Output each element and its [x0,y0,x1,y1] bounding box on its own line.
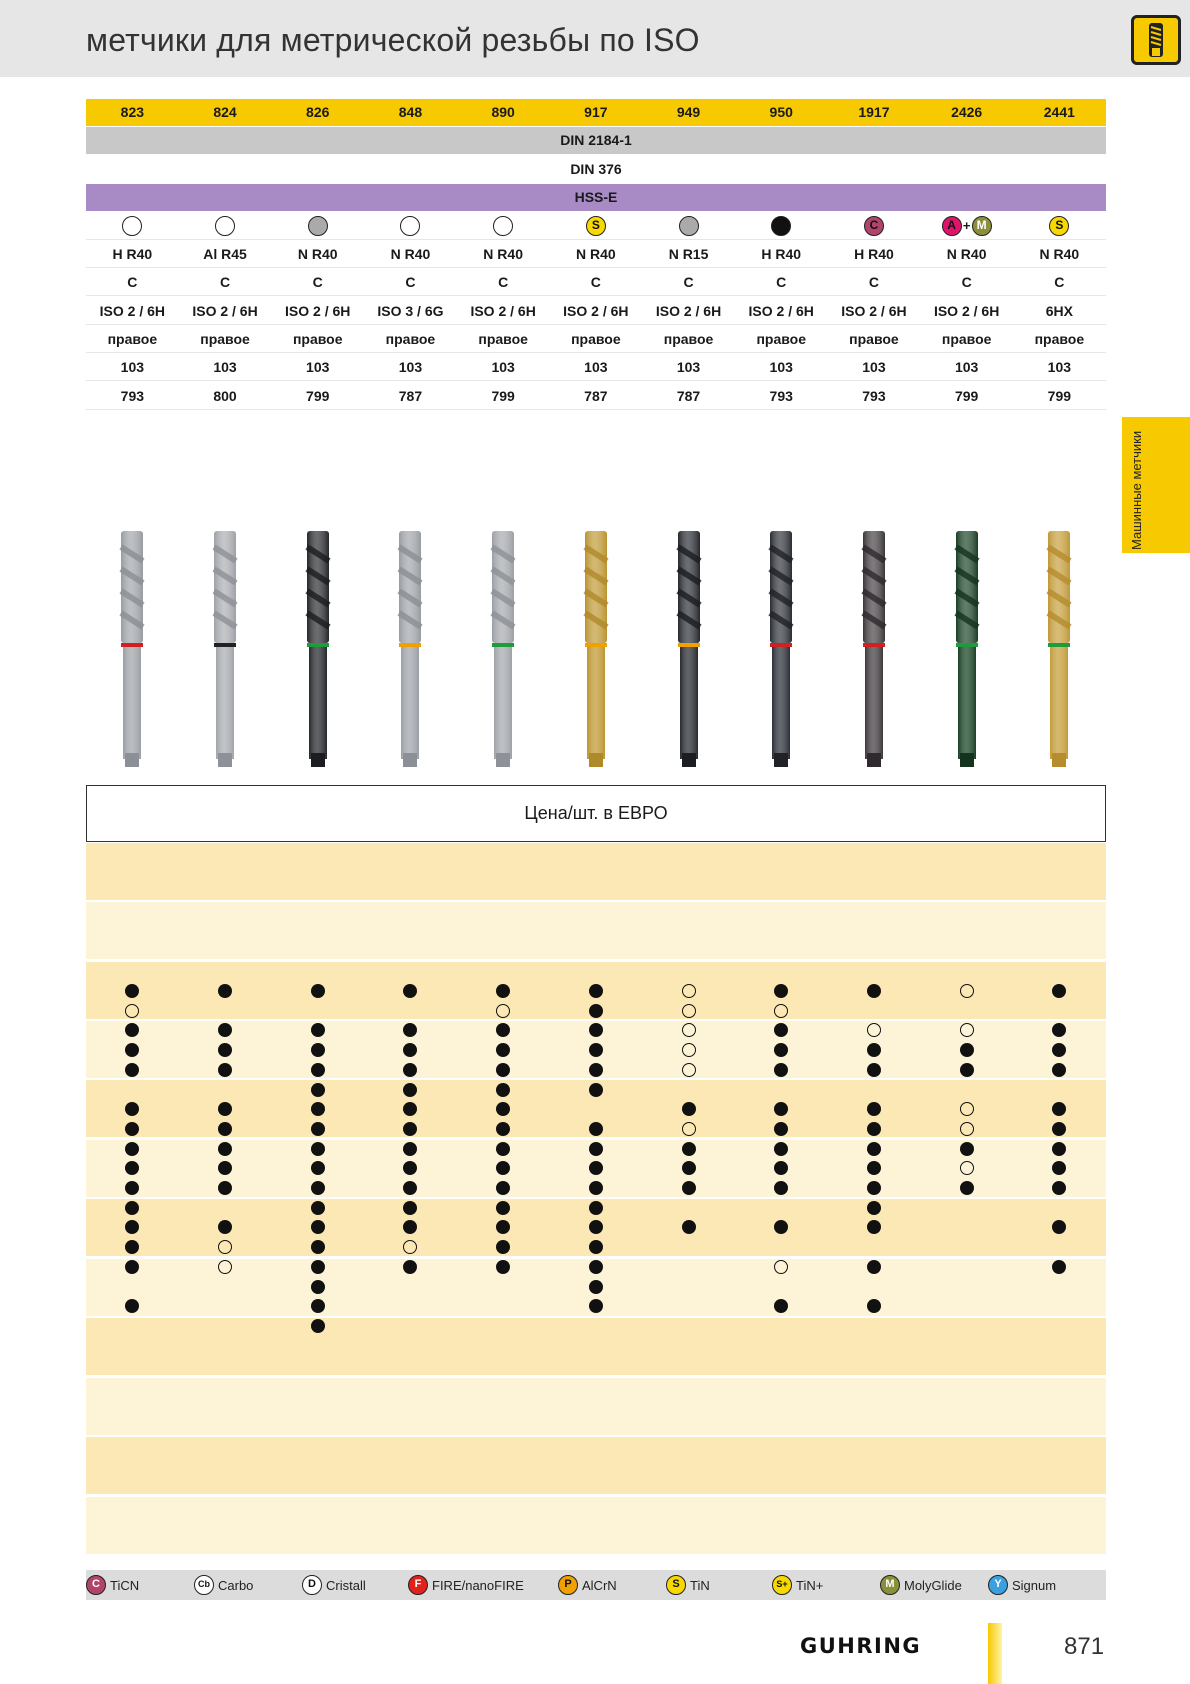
tap-tool-image [301,527,335,772]
coating-symbol [308,216,328,236]
spec-cell: правое [756,330,807,347]
suitable-dot [960,1181,974,1195]
suitable-dot [311,1280,325,1294]
spec-cell: 799 [491,387,515,404]
spec-cell: 6HX [1045,302,1073,319]
coating-symbol [679,216,699,236]
legend-label: FIRE/nanoFIRE [432,1577,524,1593]
suitable-dot [403,1083,417,1097]
legend-label: Signum [1012,1577,1057,1593]
coating-symbol [215,216,235,236]
spec-cell: 103 [862,359,886,376]
suitable-dot [867,984,881,998]
spec-cell: ISO 3 / 6G [377,302,444,319]
spec-cell: 787 [676,387,701,404]
tap-tool-image [950,527,984,772]
spec-cell: C [961,274,972,291]
spec-row [86,383,1106,410]
suitable-dot [682,1161,696,1175]
spec-cell: 103 [120,359,145,376]
legend-label: TiN [690,1577,710,1593]
product-code: 826 [306,104,330,120]
tap-icon [1131,15,1181,65]
legend-coating-icon: S+ [772,1575,792,1595]
spec-row [86,241,1106,268]
spec-cell: N R40 [483,246,523,262]
legend-item [772,1570,823,1600]
suitable-dot [867,1260,881,1274]
legend-label: Cristall [326,1577,366,1593]
spec-cell: правое [292,330,343,347]
suitable-dot [589,1201,603,1215]
spec-cell: N R40 [297,246,338,262]
conditional-dot [682,1122,696,1136]
suitable-dot [311,1063,325,1077]
suitable-dot [589,1280,603,1294]
tap-tool-image [115,527,149,772]
coating-symbol: S [586,216,606,236]
application-band [86,1437,1106,1494]
suitable-dot [403,1142,417,1156]
suitable-dot [218,1142,232,1156]
legend-label: AlCrN [582,1577,617,1593]
spec-cell: 103 [676,359,701,376]
legend-coating-icon: D [302,1575,322,1595]
spec-cell: правое [941,330,992,347]
spec-cell: правое [849,330,899,347]
suitable-dot [589,1004,603,1018]
conditional-dot [960,1102,974,1116]
conditional-dot [960,1122,974,1136]
spec-row [86,298,1106,325]
side-tab-label: Машинные метчики [1129,430,1144,550]
product-code: 949 [676,104,701,120]
spec-cell: 103 [491,359,515,376]
spec-cell: ISO 2 / 6H [933,302,1000,319]
spec-cell: H R40 [112,246,153,262]
spec-cell: 793 [862,387,886,404]
conditional-dot [682,1004,696,1018]
spec-cell: 103 [306,359,330,376]
suitable-dot [867,1122,881,1136]
spec-cell: 793 [769,387,793,404]
legend-item [408,1570,524,1600]
tap-tool-image [1042,527,1076,772]
spec-cell: C [868,274,879,291]
suitable-dot [311,1142,325,1156]
spec-cell: правое [200,330,250,347]
din-2184-row [86,127,1106,154]
spec-cell: 799 [954,387,979,404]
conditional-dot [682,1023,696,1037]
coating-symbol: C [864,216,884,236]
suitable-dot [496,1063,510,1077]
page-header [0,0,1190,77]
suitable-dot [311,1181,325,1195]
spec-cell: C [590,274,601,291]
codes-row [86,99,1106,126]
spec-cell: 793 [120,387,145,404]
legend-label: TiCN [110,1577,140,1593]
tap-tool-image [764,527,798,772]
suitable-dot [311,1240,325,1254]
product-code: 950 [769,104,793,120]
spec-cell: C [1054,274,1065,291]
legend-coating-icon: C [86,1575,106,1595]
legend-item [302,1570,366,1600]
spec-cell: 103 [954,359,979,376]
spec-cell: правое [663,330,714,347]
coating-joiner: + [962,218,971,233]
suitable-dot [218,1181,232,1195]
spec-cell: ISO 2 / 6H [192,302,258,319]
suitable-dot [496,1260,510,1274]
spec-cell: ISO 2 / 6H [99,302,166,319]
product-code: 890 [491,104,515,120]
suitable-dot [496,1142,510,1156]
spec-cell: 103 [213,359,237,376]
product-code: 2426 [951,104,983,120]
suitable-dot [589,1142,603,1156]
product-code: 1917 [858,104,890,120]
spec-cell: N R40 [390,246,431,262]
suitable-dot [774,1142,788,1156]
suitable-dot [682,1102,696,1116]
spec-cell: 103 [398,359,423,376]
spec-cell: правое [107,330,158,347]
spec-cell: N R40 [576,246,616,262]
spec-cell: ISO 2 / 6H [563,302,629,319]
coating-symbol [400,216,420,236]
conditional-dot [960,1023,974,1037]
price-header: Цена/шт. в ЕВРО [86,785,1106,842]
spec-cell: 799 [306,387,330,404]
suitable-dot [125,1201,139,1215]
legend-coating-icon: Cb [194,1575,214,1595]
suitable-dot [496,1083,510,1097]
suitable-dot [960,1063,974,1077]
conditional-dot [774,1004,788,1018]
application-band [86,1497,1106,1554]
application-band [86,1318,1106,1375]
spec-cell: C [127,274,138,291]
spec-cell: N R40 [1039,246,1080,262]
suitable-dot [589,984,603,998]
conditional-dot [682,1043,696,1057]
spec-cell: ISO 2 / 6H [470,302,536,319]
legend-item [86,1570,139,1600]
coating-symbol [122,216,142,236]
brand-logo: GUHRING [800,1634,922,1658]
spec-cell: N R40 [946,246,987,262]
spec-cell: C [312,274,323,291]
suitable-dot [311,1043,325,1057]
suitable-dot [218,1063,232,1077]
suitable-dot [589,1181,603,1195]
spec-cell: 103 [1047,359,1072,376]
material-label: HSS-E [574,189,618,205]
din-376-label: DIN 376 [570,161,622,177]
spec-cell: 787 [398,387,423,404]
spec-cell: правое [571,330,621,347]
legend-label: TiN+ [796,1577,824,1593]
spec-cell: ISO 2 / 6H [841,302,907,319]
suitable-dot [960,1043,974,1057]
spec-cell: 787 [584,387,608,404]
coatings-row [86,213,1106,240]
legend-coating-icon: Y [988,1575,1008,1595]
spec-cell: 103 [769,359,793,376]
suitable-dot [867,1142,881,1156]
legend-coating-icon: S [666,1575,686,1595]
spec-cell: C [776,274,787,291]
spec-cell: Al R45 [203,246,247,262]
spec-row [86,269,1106,296]
suitable-dot [589,1299,603,1313]
coating-legend [86,1570,1106,1600]
spec-cell: C [219,274,231,291]
legend-item [880,1570,962,1600]
conditional-dot [774,1260,788,1274]
page-number: 871 [1064,1633,1105,1660]
tap-tool-image [208,527,242,772]
suitable-dot [311,1260,325,1274]
suitable-dot [311,1102,325,1116]
din-376-row [86,156,1106,183]
suitable-dot [311,1083,325,1097]
tap-tool-image [857,527,891,772]
tap-tool-image [486,527,520,772]
coating-symbol: S [1049,216,1069,236]
spec-cell: ISO 2 / 6H [285,302,351,319]
suitable-dot [867,1201,881,1215]
suitable-dot [311,1299,325,1313]
tap-tool-image [579,527,613,772]
material-row [86,184,1106,211]
tap-tool-image [393,527,427,772]
spec-row [86,354,1106,381]
product-code: 824 [213,104,237,120]
legend-item [988,1570,1056,1600]
legend-coating-icon: F [408,1575,428,1595]
suitable-dot [867,1181,881,1195]
suitable-dot [311,1319,325,1333]
suitable-dot [867,1063,881,1077]
suitable-dot [218,984,232,998]
din-2184-label: DIN 2184-1 [560,132,632,148]
suitable-dot [311,1161,325,1175]
product-code: 823 [120,104,145,120]
spec-cell: 799 [1047,387,1072,404]
suitable-dot [589,1260,603,1274]
spec-row [86,326,1106,353]
legend-label: Carbo [218,1577,254,1593]
suitable-dot [867,1043,881,1057]
spec-cell: ISO 2 / 6H [655,302,722,319]
page-title: метчики для метрической резьбы по ISO [86,22,700,58]
suitable-dot [1052,1142,1066,1156]
suitable-dot [589,1122,603,1136]
spec-cell: C [405,274,416,291]
product-code: 917 [584,104,608,120]
spec-cell: N R15 [668,246,709,262]
coating-symbol [493,216,513,236]
suitable-dot [311,1201,325,1215]
conditional-dot [682,1063,696,1077]
coating-symbol [771,216,791,236]
suitable-dot [589,1083,603,1097]
legend-item [666,1570,710,1600]
suitable-dot [496,1201,510,1215]
coating-symbol: A [942,216,962,236]
suitable-dot [589,1063,603,1077]
conditional-dot [218,1260,232,1274]
application-band [86,1378,1106,1435]
legend-label: MolyGlide [904,1577,962,1593]
suitable-dot [960,1142,974,1156]
spec-cell: правое [478,330,528,347]
suitable-dot [311,984,325,998]
product-code: 848 [398,104,423,120]
tap-tool-image [672,527,706,772]
suitable-dot [682,1220,696,1234]
spec-cell: C [683,274,694,291]
conditional-dot [682,984,696,998]
spec-cell: правое [385,330,436,347]
conditional-dot [960,1161,974,1175]
suitable-dot [311,1122,325,1136]
suitable-dot [774,1063,788,1077]
suitable-dot [218,1122,232,1136]
spec-cell: H R40 [854,246,894,262]
suitable-dot [682,1181,696,1195]
conditional-dot [960,984,974,998]
conditional-dot [125,1004,139,1018]
application-band [86,902,1106,959]
suitable-dot [125,1142,139,1156]
product-code: 2441 [1043,104,1075,120]
footer-accent-bar [988,1623,1002,1684]
spec-cell: 103 [584,359,608,376]
suitable-dot [682,1142,696,1156]
spec-cell: ISO 2 / 6H [748,302,814,319]
spec-cell: 800 [213,387,237,404]
spec-cell: H R40 [761,246,802,262]
suitable-dot [496,1122,510,1136]
coating-symbol: M [972,216,992,236]
legend-coating-icon: M [880,1575,900,1595]
suitable-dot [589,1240,603,1254]
conditional-dot [496,1004,510,1018]
legend-coating-icon: P [558,1575,578,1595]
legend-item [194,1570,253,1600]
spec-cell: правое [1034,330,1085,347]
suitable-dot [589,1043,603,1057]
application-band [86,843,1106,900]
legend-item [558,1570,617,1600]
spec-cell: C [498,274,509,291]
